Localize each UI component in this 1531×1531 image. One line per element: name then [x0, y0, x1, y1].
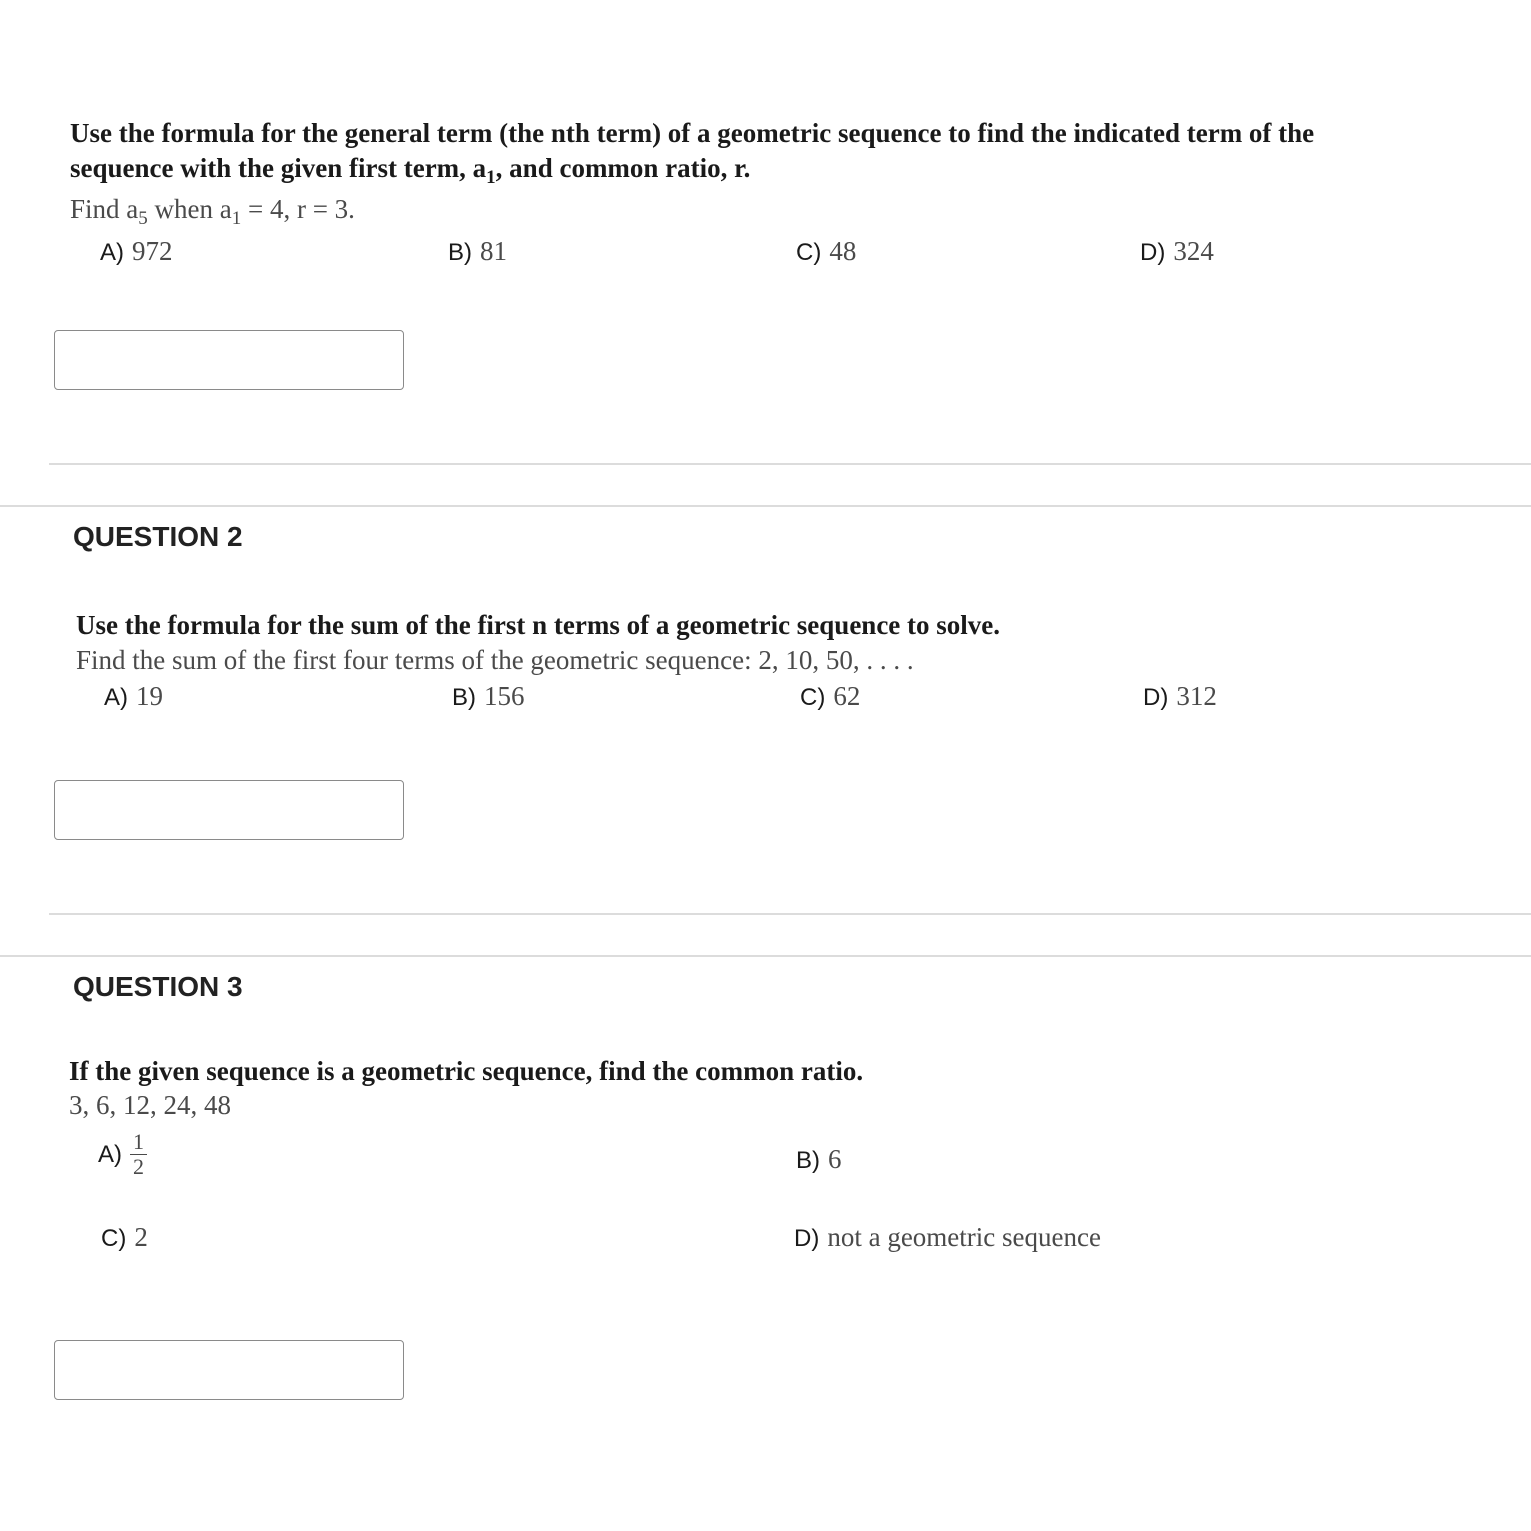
q2-title: QUESTION 2	[73, 521, 243, 552]
q1-choice-c	[796, 236, 856, 267]
choice-label: A)	[100, 239, 124, 266]
choice-label: A)	[98, 1140, 122, 1168]
choice-label: A)	[104, 684, 128, 711]
choice-label: B)	[448, 239, 472, 266]
q1-problem-text-mid: when a	[147, 194, 232, 224]
choice-value: 19	[136, 681, 163, 711]
choice-label: B)	[452, 684, 476, 711]
choice-label: D)	[1140, 239, 1166, 266]
q1-instruction-subscript: 1	[486, 167, 496, 188]
choice-label: C)	[800, 684, 826, 711]
q2-problem: Find the sum of the first four terms of the geometric sequence: 2, 10, 50, . . . .	[76, 645, 914, 675]
fraction-denominator: 2	[133, 1154, 144, 1179]
choice-value: 62	[833, 681, 861, 711]
fraction-numerator: 1	[130, 1130, 147, 1155]
choice-label: D)	[794, 1225, 820, 1252]
choice-label: C)	[796, 239, 822, 266]
q1-answer-input[interactable]	[54, 330, 404, 390]
q1-choice-d	[1140, 236, 1214, 267]
divider	[49, 913, 1531, 915]
q3-answer-input[interactable]	[54, 1340, 404, 1400]
choice-value: 81	[480, 236, 507, 266]
q2-choice-c	[800, 681, 860, 712]
choice-label: B)	[796, 1147, 820, 1174]
divider	[49, 463, 1531, 465]
choice-value: 48	[829, 236, 857, 266]
q3-choice-d	[794, 1222, 1101, 1253]
q1-instruction-text: sequence with the given first term, a	[70, 153, 487, 183]
q1-problem	[70, 194, 355, 229]
q3-choice-a	[98, 1130, 147, 1179]
q3-problem: 3, 6, 12, 24, 48	[69, 1090, 231, 1120]
q1-instruction-line2	[70, 151, 750, 186]
q1-choice-a	[100, 236, 173, 267]
divider	[0, 955, 1531, 957]
q1-instruction-text-end: , and common ratio, r.	[495, 153, 751, 183]
q3-title: QUESTION 3	[73, 971, 243, 1002]
choice-label: D)	[1143, 684, 1169, 711]
q3-instruction: If the given sequence is a geometric sequence, find the common ratio.	[69, 1056, 864, 1086]
q1-instruction-line1: Use the formula for the general term (the nth term) of a geometric sequence to find the indicated term of the	[70, 118, 1315, 148]
q2-instruction: Use the formula for the sum of the first n terms of a geometric sequence to solve.	[76, 610, 1001, 640]
q3-choice-b	[796, 1144, 842, 1175]
choice-value: 972	[132, 236, 173, 266]
choice-value: 6	[828, 1144, 842, 1174]
q1-problem-subscript-2: 1	[231, 208, 242, 229]
q1-problem-subscript: 5	[138, 208, 148, 229]
q2-choice-b	[452, 681, 525, 712]
q1-problem-text-end: = 4, r = 3.	[241, 194, 355, 224]
q2-choice-a	[104, 681, 163, 712]
q3-choice-c	[101, 1222, 148, 1253]
choice-value: 156	[484, 681, 525, 711]
q2-choice-d	[1143, 681, 1217, 712]
fraction	[130, 1130, 147, 1179]
q2-answer-input[interactable]	[54, 780, 404, 840]
choice-value: not a geometric sequence	[827, 1222, 1101, 1252]
choice-value: 324	[1173, 236, 1214, 266]
choice-label: C)	[101, 1225, 127, 1252]
q1-choice-b	[448, 236, 507, 267]
q1-problem-text: Find a	[70, 194, 139, 224]
divider	[0, 505, 1531, 507]
choice-value: 2	[134, 1222, 148, 1252]
choice-value: 312	[1176, 681, 1217, 711]
